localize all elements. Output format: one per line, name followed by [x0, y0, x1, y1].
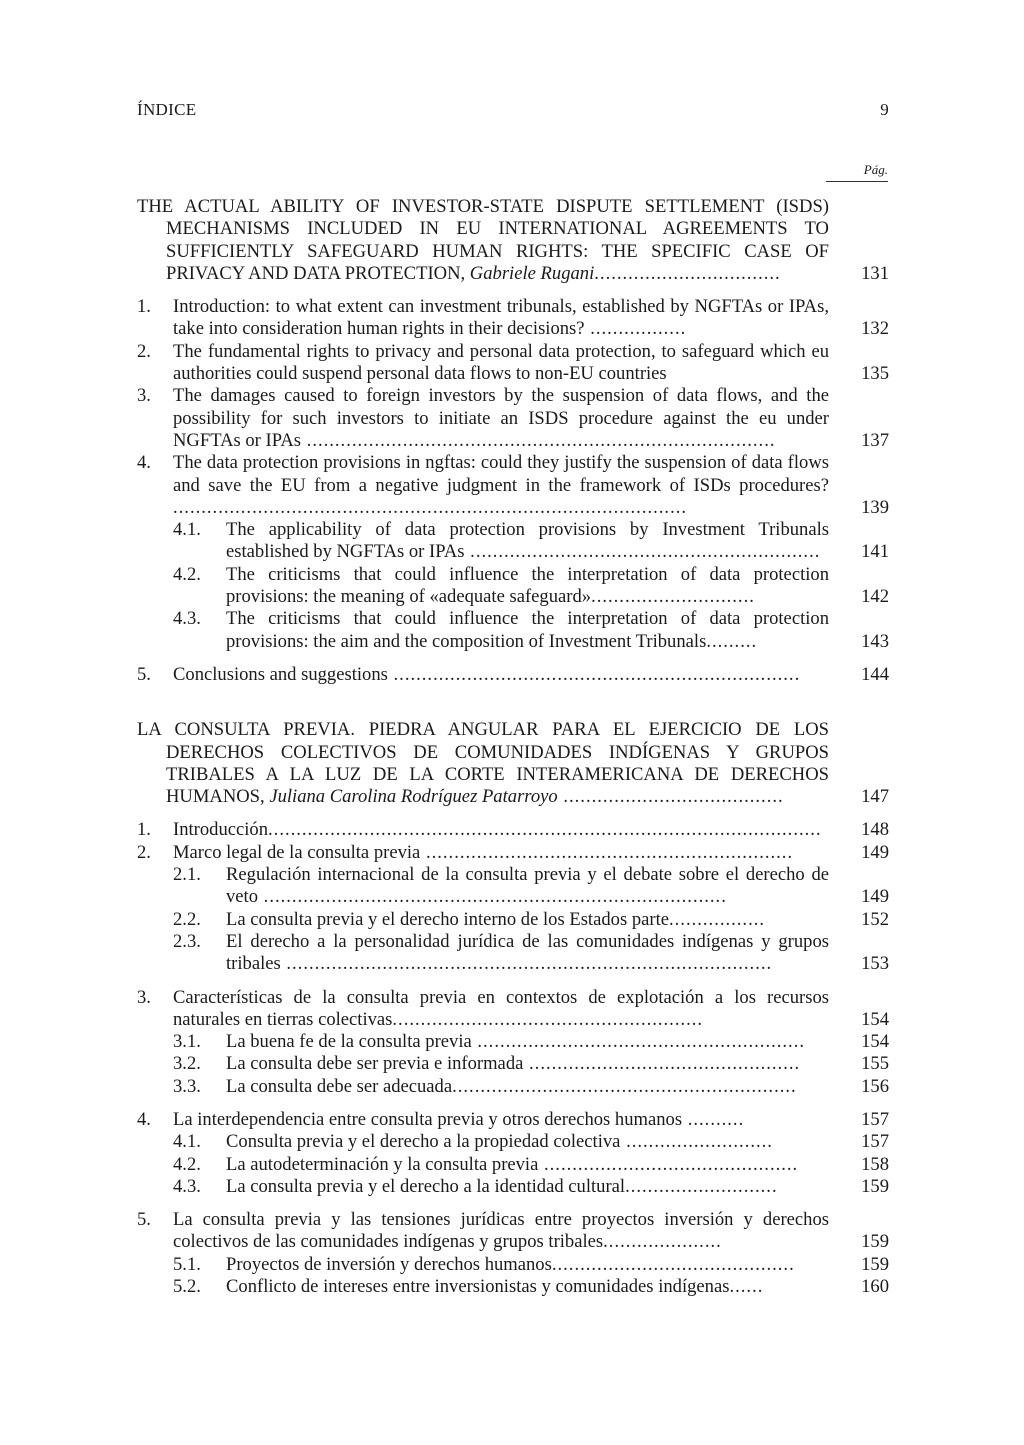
entry-text: The applicability of data protection provisions by Investment Tribunals established by NGFTAs or IPAs — [226, 519, 829, 563]
entry-text: La consulta previa y las tensiones jurídicas entre proyectos inversión y derechos colectivos de las comunidades indígenas y grupos tribales — [173, 1209, 829, 1253]
chapter-page: 147 — [861, 786, 889, 808]
entry-number: 1. — [137, 819, 151, 841]
entry-page: 152 — [861, 908, 889, 930]
chapter-title[interactable]: LA CONSULTA PREVIA. PIEDRA ANGULAR PARA EL EJERCICIO DE LOS DERECHOS COLECTIVOS DE COMUNIDADES INDÍGENAS Y GRUPOS TRIBALES A LA LUZ DE LA CORTE INTERAMERICANA DE DERECHOS HUMANOS, Juliana Carolina Rodríguez Patarroyo ....................................... 147 — [137, 719, 889, 808]
toc-subentry[interactable]: 5.1. Proyectos de inversión y derechos humanos........................................... 159 — [173, 1253, 889, 1275]
entry-number: 4. — [137, 1108, 151, 1130]
running-head-title: ÍNDICE — [137, 100, 197, 119]
entry-page: 159 — [861, 1253, 889, 1275]
table-of-contents — [137, 196, 889, 1298]
toc-entry[interactable]: 2. Marco legal de la consulta previa ................................................................. 149 — [137, 841, 889, 863]
toc-subentry[interactable]: 3.3. La consulta debe ser adecuada............................................................. 156 — [173, 1075, 889, 1097]
entry-text: Introducción — [173, 819, 269, 841]
entry-number: 3.2. — [173, 1053, 201, 1075]
toc-subentry[interactable]: 4.3. The criticisms that could influence the interpretation of data protection provisions: the aim and the composition of Investment Tribunals......... 143 — [173, 608, 889, 652]
entry-text: La autodeterminación y la consulta previa — [226, 1153, 539, 1175]
entry-page: 149 — [861, 841, 889, 863]
entry-number: 4.1. — [173, 519, 201, 541]
entry-page: 154 — [861, 1008, 889, 1030]
entry-text: La consulta debe ser adecuada — [226, 1075, 453, 1097]
entry-number: 3. — [137, 385, 151, 407]
entry-number: 4.3. — [173, 1175, 201, 1197]
entry-number: 5.1. — [173, 1253, 201, 1275]
chapter-title[interactable]: THE ACTUAL ABILITY OF INVESTOR-STATE DISPUTE SETTLEMENT (ISDS) MECHANISMS INCLUDED IN EU INTERNATIONAL AGREEMENTS TO SUFFICIENTLY SAFEGUARD HUMAN RIGHTS: THE SPECIFIC CASE OF PRIVACY AND DATA PROTECTION, Gabriele Rugani................................. 131 — [137, 196, 889, 284]
toc-subentry[interactable]: 2.1. Regulación internacional de la consulta previa y el debate sobre el derecho de veto .................................................................................. 149 — [173, 864, 889, 908]
entry-number: 2. — [137, 841, 151, 863]
toc-subentry[interactable]: 4.3. La consulta previa y el derecho a la identidad cultural........................... 159 — [173, 1175, 889, 1197]
entry-page: 132 — [861, 318, 889, 340]
entry-page: 142 — [861, 586, 889, 608]
entry-number: 4. — [137, 452, 151, 474]
entry-text: La consulta previa y el derecho a la identidad cultural — [226, 1175, 626, 1197]
entry-page: 157 — [861, 1108, 889, 1130]
entry-page: 156 — [861, 1075, 889, 1097]
entry-page: 159 — [861, 1231, 889, 1253]
entry-text: La buena fe de la consulta previa — [226, 1031, 472, 1053]
entry-text: El derecho a la personalidad jurídica de las comunidades indígenas y grupos tribales — [226, 930, 829, 975]
entry-text: Introduction: to what extent can investment tribunals, established by NGFTAs or IPAs, take into consideration human rights in their decisions? — [173, 296, 829, 340]
toc-entry[interactable]: 3. Características de la consulta previa en contextos de explotación a los recursos naturales en tierras colectivas....................................................... 154 — [137, 986, 889, 1030]
entry-page: 159 — [861, 1175, 889, 1197]
entry-number: 4.3. — [173, 608, 201, 630]
entry-page: 154 — [861, 1031, 889, 1053]
entry-number: 4.2. — [173, 563, 201, 585]
chapter-page: 131 — [861, 262, 889, 284]
entry-number: 2. — [137, 340, 151, 362]
entry-text: The criticisms that could influence the interpretation of data protection provisions: the meaning of «adequate safeguard» — [226, 563, 829, 608]
entry-number: 2.3. — [173, 930, 201, 952]
toc-subentry[interactable]: 4.1. Consulta previa y el derecho a la propiedad colectiva .......................... 157 — [173, 1131, 889, 1153]
entry-page: 148 — [861, 819, 889, 841]
toc-entry[interactable]: 3. The damages caused to foreign investors by the suspension of data flows, and the possibility for such investors to initiate an ISDS procedure against the eu under NGFTAs or IPAs ................................................................................... 137 — [137, 385, 889, 451]
entry-page: 135 — [861, 363, 889, 385]
chapter-author: Juliana Carolina Rodríguez Patarroyo — [269, 786, 558, 808]
running-head — [137, 100, 889, 120]
entry-number: 1. — [137, 296, 151, 318]
entry-page: 155 — [861, 1053, 889, 1075]
entry-text: The damages caused to foreign investors by the suspension of data flows, and the possibility for such investors to initiate an ISDS procedure against the eu under NGFTAs or IPAs — [173, 385, 829, 451]
entry-text: Conflicto de intereses entre inversionistas y comunidades indígenas — [226, 1276, 730, 1298]
entry-page: 158 — [861, 1153, 889, 1175]
entry-number: 5.2. — [173, 1276, 201, 1298]
entry-number: 4.1. — [173, 1131, 201, 1153]
entry-number: 5. — [137, 663, 151, 685]
chapter-title-text: THE ACTUAL ABILITY OF INVESTOR-STATE DISPUTE SETTLEMENT (ISDS) MECHANISMS INCLUDED IN EU INTERNATIONAL AGREEMENTS TO SUFFICIENTLY SAFEGUARD HUMAN RIGHTS: THE SPECIFIC CASE OF PRIVACY AND DATA PROTECTION, — [137, 196, 829, 284]
entry-text: Marco legal de la consulta previa — [173, 841, 421, 863]
toc-subentry[interactable]: 3.1. La buena fe de la consulta previa .......................................................... 154 — [173, 1031, 889, 1053]
entry-page: 141 — [861, 541, 889, 563]
toc-entry[interactable]: 1. Introducción.................................................................................................. 148 — [137, 819, 889, 841]
entry-number: 3.1. — [173, 1031, 201, 1053]
entry-text: Regulación internacional de la consulta previa y el debate sobre el derecho de veto — [226, 864, 829, 908]
pag-column-label: Pág. — [826, 162, 888, 182]
entry-text: Proyectos de inversión y derechos humanos — [226, 1253, 552, 1275]
entry-number: 2.2. — [173, 908, 201, 930]
entry-number: 2.1. — [173, 864, 201, 886]
entry-text: The criticisms that could influence the interpretation of data protection provisions: the aim and the composition of Investment Tribunals — [226, 608, 829, 652]
entry-text: Características de la consulta previa en contextos de explotación a los recursos naturales en tierras colectivas — [173, 986, 829, 1030]
entry-text: The fundamental rights to privacy and personal data protection, to safeguard which eu authorities could suspend personal data flows to non-EU countries — [173, 340, 829, 385]
toc-subentry[interactable]: 4.1. The applicability of data protection provisions by Investment Tribunals established by NGFTAs or IPAs .............................................................. 141 — [173, 519, 889, 563]
entry-number: 5. — [137, 1209, 151, 1231]
toc-entry[interactable]: 5. Conclusions and suggestions ........................................................................ 144 — [137, 663, 889, 685]
entry-text: La consulta debe ser previa e informada — [226, 1053, 524, 1075]
toc-subentry[interactable]: 5.2. Conflicto de intereses entre inversionistas y comunidades indígenas...... 160 — [173, 1276, 889, 1298]
entry-text: La consulta previa y el derecho interno de los Estados parte — [226, 908, 669, 930]
entry-page: 153 — [861, 953, 889, 975]
toc-subentry[interactable]: 2.2. La consulta previa y el derecho interno de los Estados parte................. 152 — [173, 908, 889, 930]
toc-subentry[interactable]: 2.3. El derecho a la personalidad jurídica de las comunidades indígenas y grupos tribales ...................................................................................... 153 — [173, 930, 889, 975]
chapter-author: Gabriele Rugani — [469, 262, 595, 284]
page-number: 9 — [880, 100, 889, 119]
toc-entry[interactable]: 5. La consulta previa y las tensiones jurídicas entre proyectos inversión y derechos colectivos de las comunidades indígenas y grupos tribales..................... 159 — [137, 1209, 889, 1253]
entry-page: 139 — [861, 496, 889, 518]
entry-number: 4.2. — [173, 1153, 201, 1175]
entry-number: 3.3. — [173, 1075, 201, 1097]
toc-subentry[interactable]: 4.2. The criticisms that could influence the interpretation of data protection provisions: the meaning of «adequate safeguard»............................. 142 — [173, 563, 889, 608]
entry-text: La interdependencia entre consulta previa y otros derechos humanos — [173, 1108, 683, 1130]
entry-page: 143 — [861, 630, 889, 652]
entry-page: 137 — [861, 429, 889, 451]
toc-subentry[interactable]: 4.2. La autodeterminación y la consulta previa ............................................. 158 — [173, 1153, 889, 1175]
entry-page: 160 — [861, 1276, 889, 1298]
entry-text: Conclusions and suggestions — [173, 663, 388, 685]
toc-entry[interactable]: 1. Introduction: to what extent can investment tribunals, established by NGFTAs or IPAs, take into consideration human rights in their decisions? ................. 132 — [137, 296, 889, 340]
entry-page: 149 — [861, 886, 889, 908]
entry-number: 3. — [137, 986, 151, 1008]
entry-text: The data protection provisions in ngftas: could they justify the suspension of data flows and save the EU from a negative judgment in the framework of ISDs procedures? — [173, 452, 829, 496]
toc-entry[interactable] — [137, 341, 889, 386]
entry-page: 144 — [861, 663, 889, 685]
entry-text: Consulta previa y el derecho a la propiedad colectiva — [226, 1131, 621, 1153]
entry-page: 157 — [861, 1131, 889, 1153]
chapter-title-text: LA CONSULTA PREVIA. PIEDRA ANGULAR PARA EL EJERCICIO DE LOS DERECHOS COLECTIVOS DE COMUNIDADES INDÍGENAS Y GRUPOS TRIBALES A LA LUZ DE LA CORTE INTERAMERICANA DE DERECHOS HUMANOS, — [137, 719, 829, 808]
toc-entry[interactable]: 4. The data protection provisions in ngftas: could they justify the suspension of data flows and save the EU from a negative judgment in the framework of ISDs procedures? ........................................................................................... 139 — [137, 452, 889, 518]
toc-subentry[interactable]: 3.2. La consulta debe ser previa e informada ................................................ 155 — [173, 1053, 889, 1075]
toc-entry[interactable]: 4. La interdependencia entre consulta previa y otros derechos humanos .......... 157 — [137, 1108, 889, 1130]
